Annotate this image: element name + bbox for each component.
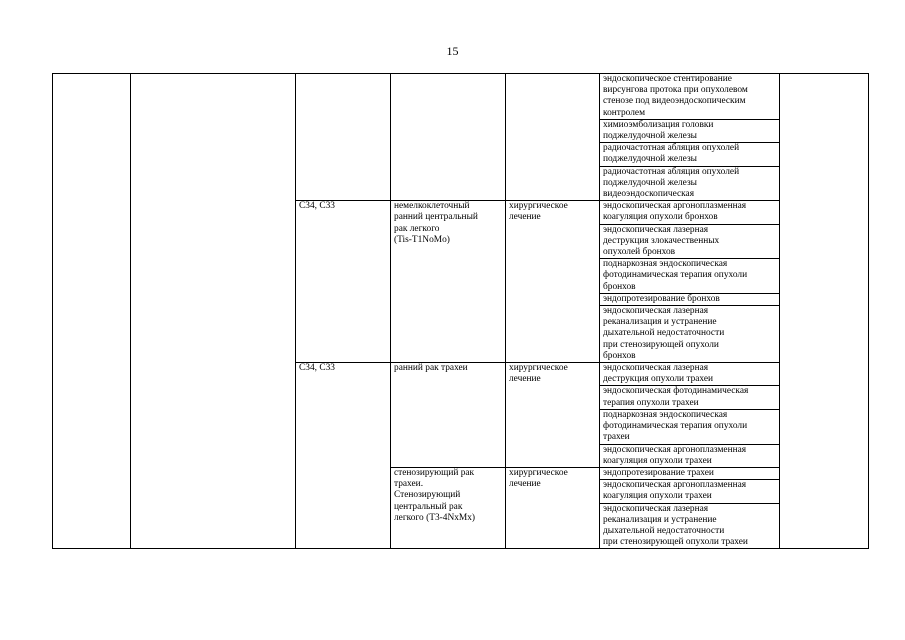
method-cell: эндоскопическая лазерная деструкция опухоли трахеи (600, 363, 780, 386)
treatment-type-cell: хирургическое лечение (506, 467, 600, 548)
treatment-type-cell: хирургическое лечение (506, 201, 600, 363)
method-cell: эндопротезирование трахеи (600, 467, 780, 479)
method-cell: эндоскопическая лазерная деструкция злокачественных опухолей бронхов (600, 224, 780, 259)
code-cell: С34, С33 (296, 363, 391, 549)
treatment-type-cell: хирургическое лечение (506, 363, 600, 468)
method-cell: поднаркозная эндоскопическая фотодинамическая терапия опухоли бронхов (600, 259, 780, 294)
column-1-cell (53, 74, 131, 549)
column-7-cell (780, 74, 869, 549)
method-cell: поднаркозная эндоскопическая фотодинамическая терапия опухоли трахеи (600, 409, 780, 444)
method-cell: эндопротезирование бронхов (600, 293, 780, 305)
diagnosis-cell: стенозирующий рак трахеи. Стенозирующий центральный рак легкого (T3-4NxMx) (391, 467, 506, 548)
method-cell: эндоскопическая аргоноплазменная коагуляция опухоли трахеи (600, 444, 780, 467)
method-cell: радиочастотная абляция опухолей поджелудочной железы видеоэндоскопическая (600, 166, 780, 201)
method-cell: эндоскопическая аргоноплазменная коагуляция опухоли трахеи (600, 480, 780, 503)
method-cell: эндоскопическая лазерная реканализация и устранение дыхательной недостаточности при стенозирующей опухоли бронхов (600, 306, 780, 363)
method-cell: химиоэмболизация головки поджелудочной железы (600, 119, 780, 142)
diagnosis-cell: немелкоклеточный ранний центральный рак легкого (Tis-T1NoMo) (391, 201, 506, 363)
code-cell (296, 74, 391, 201)
method-cell: эндоскопическая фотодинамическая терапия опухоли трахеи (600, 386, 780, 409)
table-row (53, 74, 869, 120)
treatment-methods-table (52, 73, 869, 549)
method-cell: радиочастотная абляция опухолей поджелудочной железы (600, 143, 780, 166)
page-number: 15 (446, 44, 459, 58)
method-cell: эндоскопическое стентирование вирсунгова протока при опухолевом стенозе под видеоэндоскопическим контролем (600, 74, 780, 120)
code-cell: С34, С33 (296, 201, 391, 363)
diagnosis-cell: ранний рак трахеи (391, 363, 506, 468)
method-cell: эндоскопическая аргоноплазменная коагуляция опухоли бронхов (600, 201, 780, 224)
diagnosis-cell (391, 74, 506, 201)
column-2-cell (131, 74, 296, 549)
treatment-type-cell (506, 74, 600, 201)
method-cell: эндоскопическая лазерная реканализация и устранение дыхательной недостаточности при стенозирующей опухоли трахеи (600, 503, 780, 549)
